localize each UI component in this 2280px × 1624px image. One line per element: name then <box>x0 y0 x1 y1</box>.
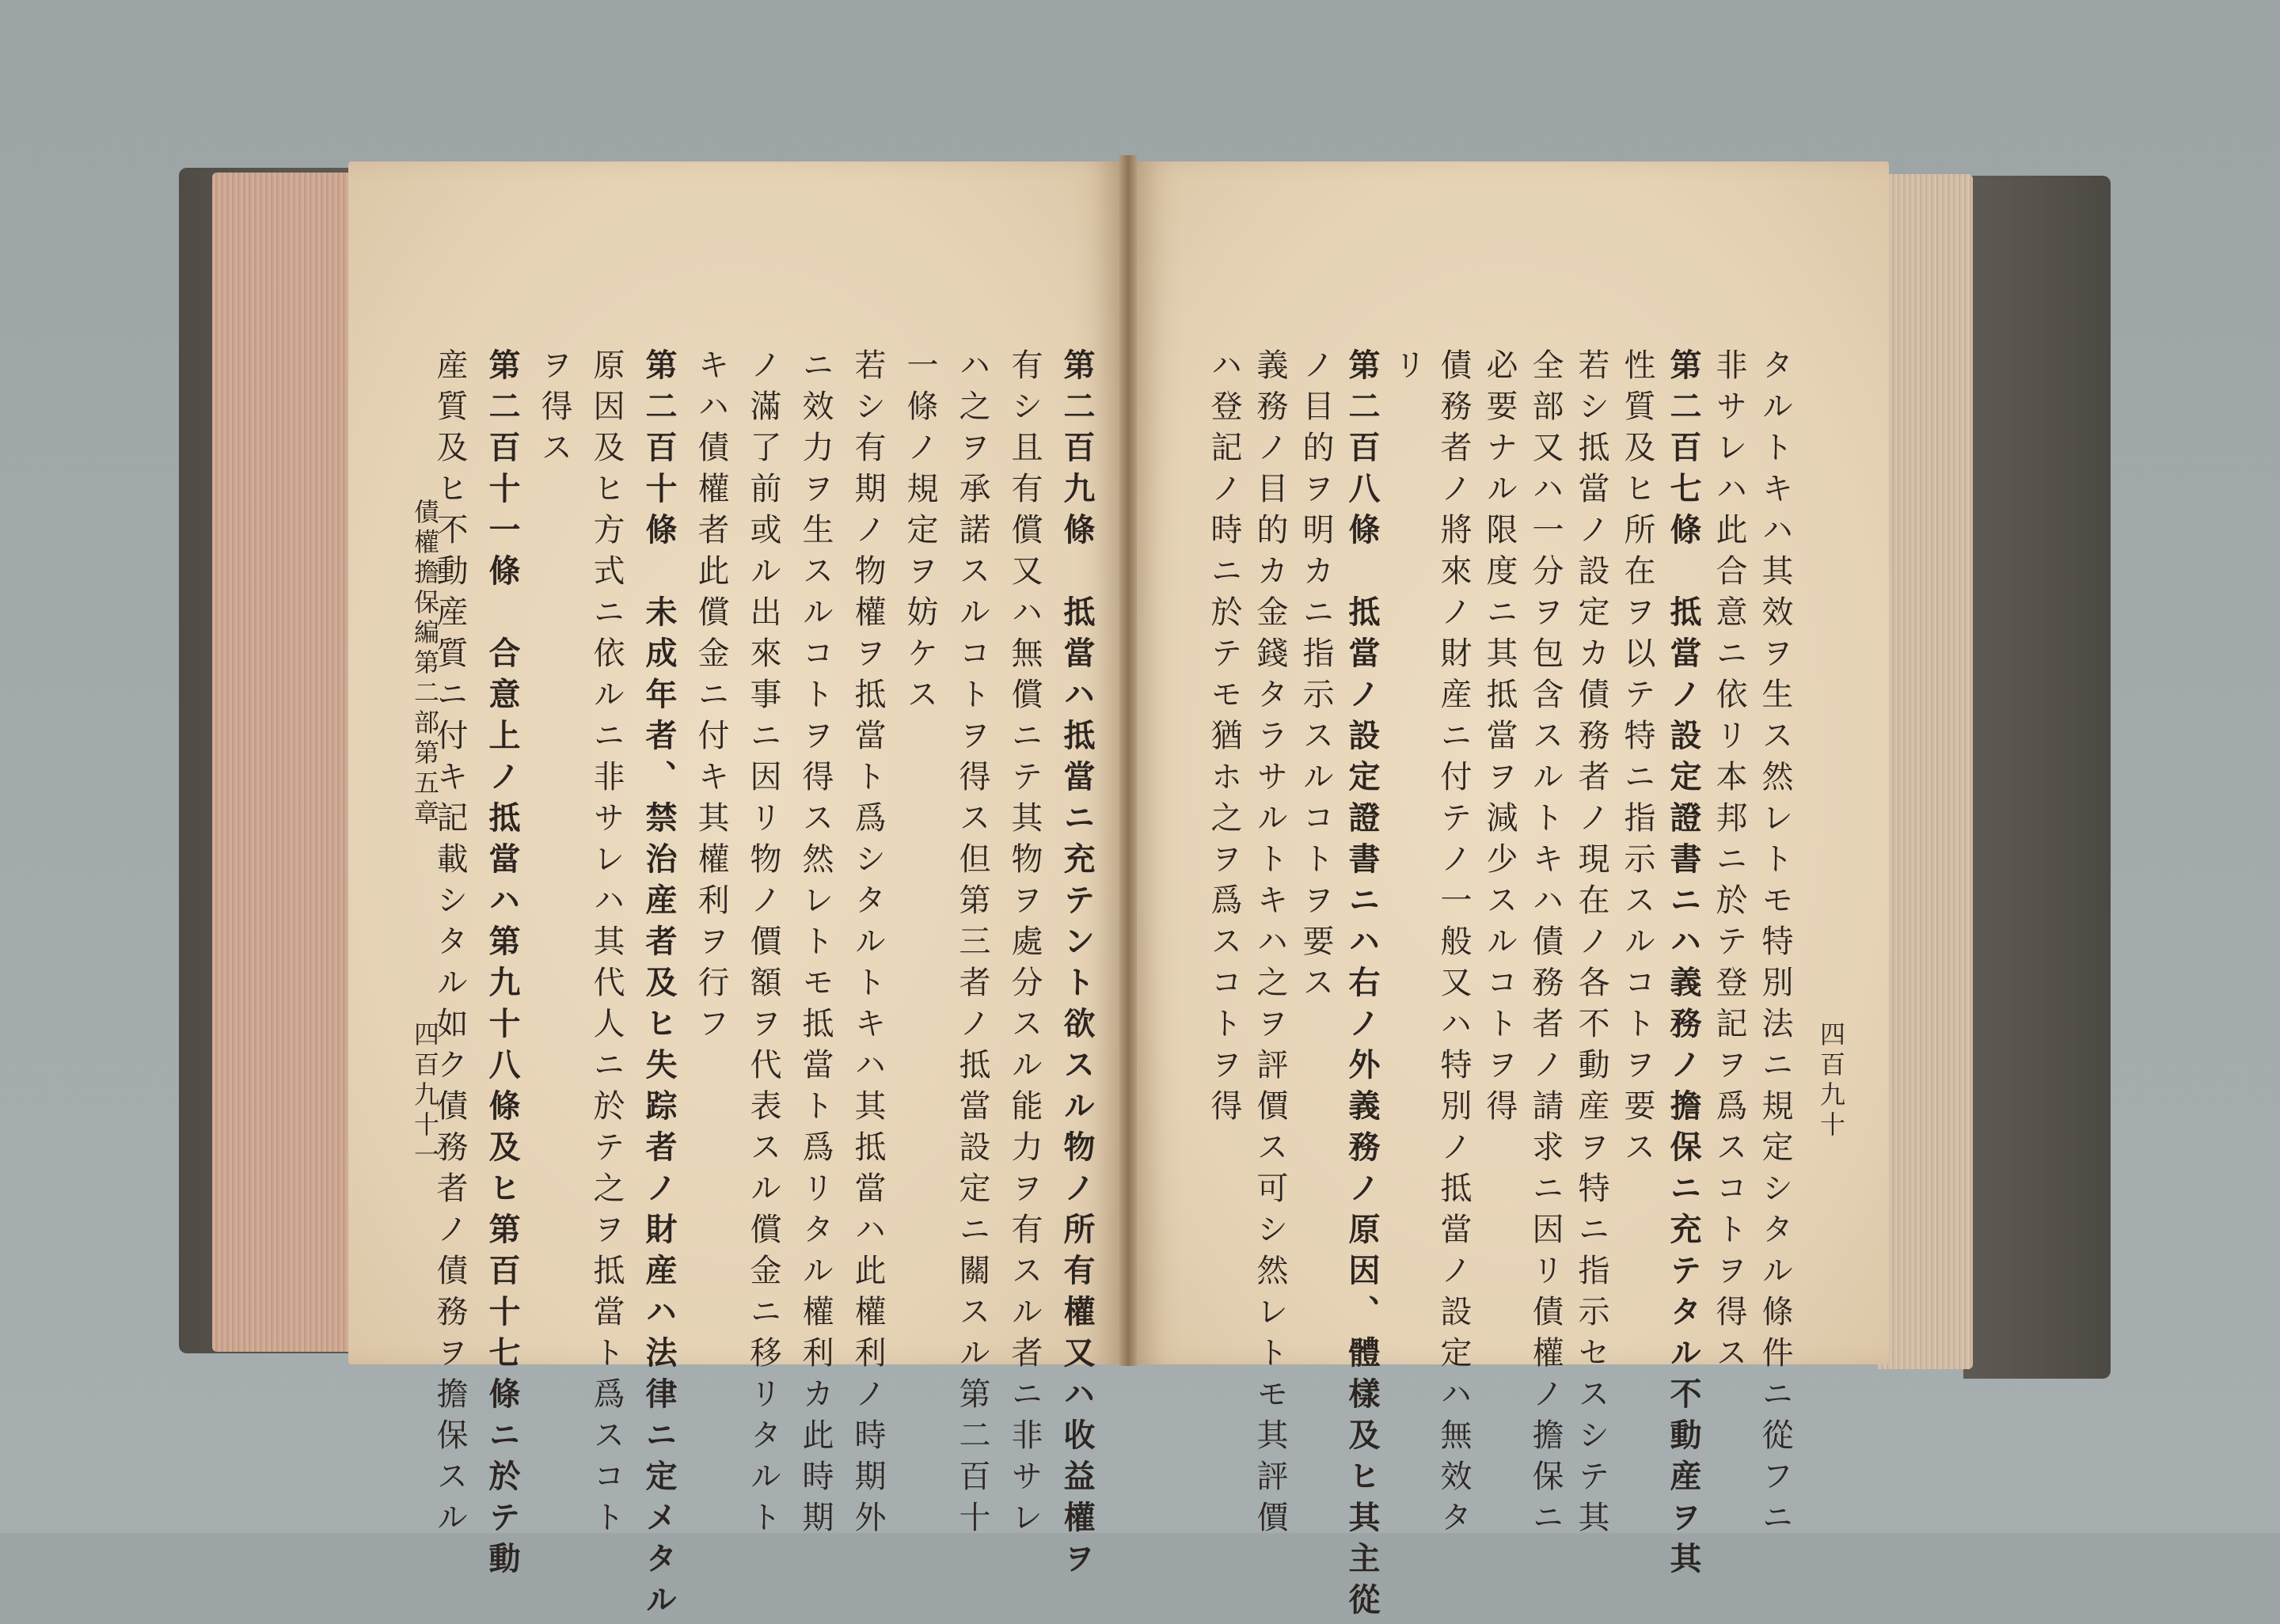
text-column: 若シ有期ノ物權ヲ抵當ト爲シタルトキハ其抵當ハ此權利ノ時期外 <box>849 348 886 1542</box>
text-column: 若シ抵當ノ設定カ債務者ノ現在ノ各不動産ヲ特ニ指示セスシテ其 <box>1573 348 1609 1542</box>
text-column: 全部又ハ一分ヲ包含スルトキハ債務者ノ請求ニ因リ債權ノ擔保ニ <box>1527 348 1564 1542</box>
text-column: 義務ノ目的カ金錢タラサルトキハ之ヲ評價ス可シ然レトモ其評價 <box>1252 348 1288 1542</box>
running-title: 債權擔保編第二部第五章 <box>410 499 440 829</box>
text-column: 第二百十一條 合意上ノ抵當ハ第九十八條及ヒ第百十七條ニ於テ動 <box>484 348 521 1583</box>
text-column: 原因及ヒ方式ニ依ルニ非サレハ其代人ニ於テ之ヲ抵當ト爲スコト <box>588 348 625 1542</box>
text-column: 必要ナル限度ニ其抵當ヲ減少スルコトヲ得 <box>1481 348 1518 1130</box>
text-column: 債務者ノ將來ノ財産ニ付テノ一般又ハ特別ノ抵當ノ設定ハ無效タ <box>1435 348 1472 1542</box>
page-edges-left <box>212 173 352 1352</box>
text-column: キハ債權者此償金ニ付キ其權利ヲ行フ <box>693 348 729 1048</box>
page-number: 四百九十 <box>1816 1021 1846 1141</box>
text-column: 第二百九條 抵當ハ抵當ニ充テント欲スル物ノ所有權又ハ收益權ヲ <box>1058 348 1096 1583</box>
text-column: 一條ノ規定ヲ妨ケス <box>902 348 938 719</box>
text-column: 性質及ヒ所在ヲ以テ特ニ指示スルコトヲ要ス <box>1619 348 1655 1171</box>
text-column: 産質及ヒ不動産質ニ付キ記載シタル如ク債務者ノ債務ヲ擔保スル <box>431 348 468 1542</box>
book-gutter <box>1119 155 1137 1366</box>
text-column: 非サレハ此合意ニ依リ本邦ニ於テ登記ヲ爲スコトヲ得ス <box>1711 348 1747 1377</box>
text-column: ノ目的ヲ明カニ指示スルコトヲ要ス <box>1298 348 1334 1007</box>
text-column: ハ登記ノ時ニ於テモ猶ホ之ヲ爲スコトヲ得 <box>1206 348 1242 1130</box>
text-column: ヲ得ス <box>536 348 572 472</box>
text-column: タルトキハ其效ヲ生ス然レトモ特別法ニ規定シタル條件ニ從フニ <box>1757 348 1793 1542</box>
page-edges-right <box>1878 174 1973 1369</box>
page-number: 四百九十一 <box>410 1021 440 1171</box>
book-cover-right <box>1963 176 2111 1379</box>
text-column: 第二百七條 抵當ノ設定證書ニハ義務ノ擔保ニ充テタル不動産ヲ其 <box>1665 348 1702 1583</box>
text-column: 有シ且有償又ハ無償ニテ其物ヲ處分スル能力ヲ有スル者ニ非サレ <box>1006 348 1043 1542</box>
text-column: 第二百十條 未成年者、禁治産者及ヒ失踪者ノ財産ハ法律ニ定メタル <box>640 348 678 1624</box>
text-column: 第二百八條 抵當ノ設定證書ニハ右ノ外義務ノ原因、體樣及ヒ其主從 <box>1343 348 1381 1624</box>
text-column: ハ之ヲ承諾スルコトヲ得ス但第三者ノ抵當設定ニ關スル第二百十 <box>954 348 990 1542</box>
text-column: ノ滿了前或ル出來事ニ因リ物ノ價額ヲ代表スル償金ニ移リタルト <box>745 348 781 1542</box>
text-column: ニ效力ヲ生スルコトヲ得ス然レトモ抵當ト爲リタル權利カ此時期 <box>797 348 834 1542</box>
text-column: リ <box>1389 348 1426 389</box>
